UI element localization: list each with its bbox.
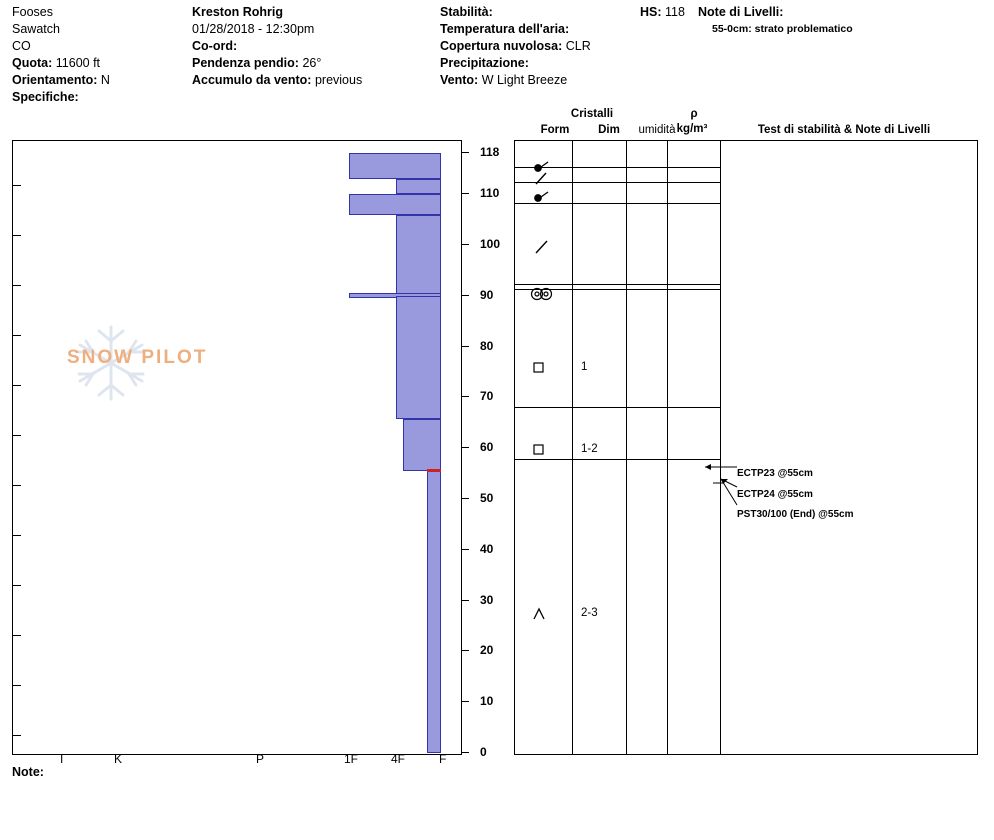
stability-test-label: ECTP24 @55cm (737, 489, 813, 500)
depth-axis (462, 140, 478, 755)
layer-bar-65-55 (403, 419, 441, 471)
grain-size-value: 1-2 (581, 443, 598, 455)
layer-bar-118-113 (349, 153, 441, 179)
grain-header-rho: ρ (690, 108, 698, 120)
observation-datetime: 01/28/2018 - 12:30pm (192, 22, 315, 36)
xtick-4F: 4F (391, 752, 406, 766)
cloud-cover-label: Copertura nuvolosa: (440, 39, 563, 53)
depth-tick-100 (462, 244, 469, 245)
axis-tick (13, 585, 21, 586)
header-weather-column (440, 4, 640, 89)
axis-tick (13, 535, 21, 536)
stability-row (440, 4, 640, 21)
coordinates-label: Co-ord: (192, 39, 238, 53)
snowpilot-watermark (53, 319, 223, 404)
depth-tick-50 (462, 498, 469, 499)
wind-loading-label: Accumulo da vento: (192, 73, 312, 87)
observer-name: Kreston Rohrig (192, 5, 283, 19)
depth-tick-70 (462, 396, 469, 397)
depth-label-10: 10 (480, 694, 494, 708)
xtick-I: I (60, 752, 64, 766)
pit-header (0, 0, 994, 110)
depth-label-80: 80 (480, 339, 494, 353)
grain-header-umidita: umidità (638, 124, 676, 136)
specifics-label: Specifiche: (12, 90, 79, 104)
coordinates-row (192, 38, 432, 55)
axis-tick (13, 235, 21, 236)
axis-tick (13, 735, 21, 736)
depth-tick-80 (462, 346, 469, 347)
grain-header-form: Form (540, 124, 570, 136)
layer-note-item: 55-0cm: strato problematico (712, 23, 853, 35)
layer-bar-106-90 (396, 215, 441, 296)
column-divider-dim (626, 141, 627, 754)
slope-angle-label: Pendenza pendio: (192, 56, 299, 70)
wind-loading-row (192, 72, 432, 89)
layer-bar-110-106 (349, 194, 441, 215)
axis-tick (13, 285, 21, 286)
grain-symbol-faceted-crystals (525, 441, 555, 459)
depth-label-0: 0 (480, 745, 487, 759)
layer-bar-89-65 (396, 296, 441, 419)
depth-label-60: 60 (480, 440, 494, 454)
state-name: CO (12, 39, 31, 53)
depth-tick-60 (462, 447, 469, 448)
xtick-F: F (439, 752, 447, 766)
axis-tick (13, 185, 21, 186)
depth-label-118: 118 (480, 145, 500, 159)
grain-symbol-depth-hoar (525, 605, 555, 625)
xtick-P: P (256, 752, 265, 766)
depth-axis-labels (478, 140, 512, 759)
slope-angle-row (192, 55, 432, 72)
depth-label-20: 20 (480, 643, 494, 657)
grain-header-rho-units: kg/m³ (676, 123, 708, 135)
xtick-K: K (114, 752, 123, 766)
watermark-text: SNOW PILOT (67, 347, 208, 368)
stability-test-label: ECTP23 @55cm (737, 468, 813, 479)
cloud-cover-value: CLR (565, 39, 591, 53)
grain-table-header (514, 108, 984, 140)
depth-label-70: 70 (480, 389, 494, 403)
weak-layer-marker (427, 469, 441, 472)
hardness-profile-plot (12, 140, 462, 755)
xtick-1F: 1F (344, 752, 359, 766)
grain-header-cristalli: Cristalli (570, 108, 614, 120)
wind-row (440, 72, 640, 89)
cloud-cover-row (440, 38, 640, 55)
range-name: Sawatch (12, 22, 60, 36)
air-temp-row (440, 21, 640, 38)
depth-tick-90 (462, 295, 469, 296)
slope-angle-value: 26° (302, 56, 322, 70)
depth-label-100: 100 (480, 237, 501, 251)
layer-bar-55-0 (427, 471, 441, 753)
depth-label-30: 30 (480, 593, 494, 607)
precipitation-row (440, 55, 640, 72)
axis-tick (13, 335, 21, 336)
grain-header-dim: Dim (598, 124, 620, 136)
depth-label-90: 90 (480, 288, 494, 302)
aspect-label: Orientamento: (12, 73, 98, 87)
header-hs-column (640, 4, 700, 21)
depth-tick-40 (462, 549, 469, 550)
grain-header-tests: Test di stabilità & Note di Livelli (757, 124, 931, 136)
column-divider-rho (720, 141, 721, 754)
footer-note-label: Note: (12, 765, 44, 779)
pit-name: Fooses (12, 5, 53, 19)
hs-row (640, 4, 700, 21)
wind-label: Vento: (440, 73, 479, 87)
layer-notes-title: Note di Livelli: (698, 5, 784, 19)
elevation-label: Quota: (12, 56, 53, 70)
layer-boundary-90 (515, 284, 720, 285)
column-divider-form (572, 141, 573, 754)
depth-label-50: 50 (480, 491, 494, 505)
depth-label-110: 110 (480, 186, 500, 200)
depth-tick-110 (462, 193, 469, 194)
depth-label-40: 40 (480, 542, 494, 556)
column-divider-umidita (667, 141, 668, 754)
grain-and-tests-table (514, 140, 978, 755)
aspect-row (12, 72, 187, 89)
depth-tick-10 (462, 701, 469, 702)
grain-symbol-faceted-crystals (525, 359, 555, 377)
axis-tick (13, 435, 21, 436)
elevation-value: 11600 ft (55, 56, 101, 70)
depth-tick-118 (462, 152, 469, 153)
precipitation-label: Precipitazione: (440, 56, 529, 70)
hs-label: HS: (640, 5, 662, 19)
air-temp-label: Temperatura dell'aria: (440, 22, 570, 36)
stability-label: Stabilità: (440, 5, 493, 19)
grain-symbol-decomposing-fragments (525, 239, 561, 257)
wind-value: W Light Breeze (481, 73, 568, 87)
axis-tick (13, 485, 21, 486)
layer-boundary-65 (515, 407, 720, 408)
axis-tick (13, 685, 21, 686)
grain-size-value: 2-3 (581, 607, 598, 619)
specifics-row (12, 89, 187, 106)
header-observer-column (192, 4, 432, 89)
header-location-column (12, 4, 187, 106)
elevation-row (12, 55, 187, 72)
axis-tick (13, 635, 21, 636)
grain-size-value: 1 (581, 361, 588, 373)
wind-loading-value: previous (314, 73, 363, 87)
hs-value: 118 (665, 5, 685, 19)
grain-symbol-decomposing-fragments (525, 171, 561, 187)
depth-tick-30 (462, 600, 469, 601)
depth-tick-20 (462, 650, 469, 651)
hardness-axis-labels (12, 752, 462, 770)
aspect-value: N (100, 73, 110, 87)
grain-symbol-rounded-grains (523, 286, 563, 302)
depth-tick-0 (462, 752, 469, 753)
stability-test-label: PST30/100 (End) @55cm (737, 509, 854, 520)
layer-bar-113-110 (396, 179, 441, 194)
axis-tick (13, 385, 21, 386)
layer-boundary-55 (515, 459, 720, 460)
header-layer-notes-column (698, 4, 988, 35)
grain-symbol-precip-particles (525, 189, 561, 205)
